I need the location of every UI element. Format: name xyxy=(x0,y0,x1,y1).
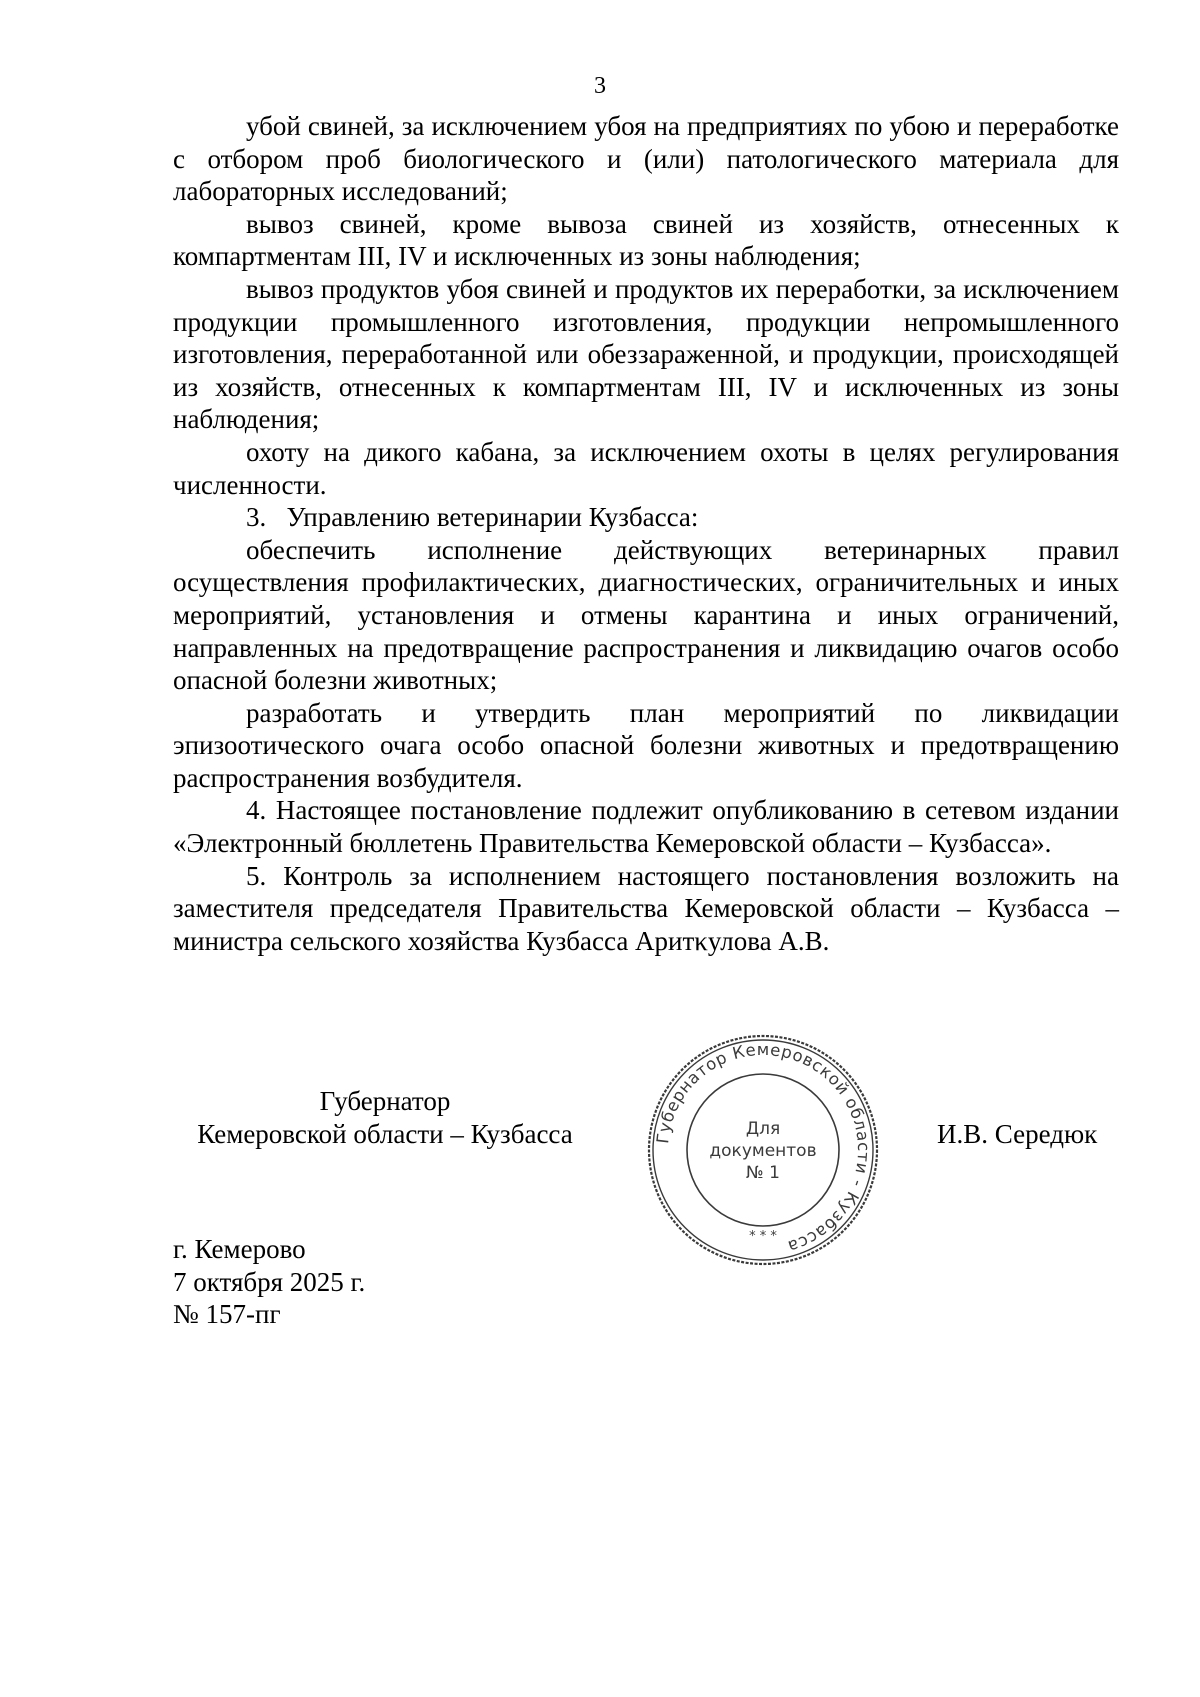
seal-center-line-3: № 1 xyxy=(746,1163,780,1183)
paragraph-item-3-heading: 3. Управлению ветеринарии Кузбасса: xyxy=(246,502,699,533)
seal-ring-text: Губернатор Кемеровской области - Кузбасса xyxy=(653,1039,874,1257)
paragraph-ensure-rules: обеспечить исполнение действующих ветеринарных правил осуществления профилактических, диагностических, ограничительных и иных мероприятий, установления и отмены карантина и иных ограничений, направленных на предотвращение распространения и ликвидацию очагов особо опасной болезни животных; xyxy=(173,534,1119,696)
paragraph-slaughter-ban: убой свиней, за исключением убоя на предприятиях по убою и переработке с отбором проб биологического и (или) патологического материала для лабораторных исследований; xyxy=(173,111,1119,207)
seal-center-line-1: Для xyxy=(745,1119,781,1139)
official-seal xyxy=(645,1032,881,1268)
paragraph-hunting-ban: охоту на дикого кабана, за исключением охоты в целях регулирования численности. xyxy=(173,436,1119,500)
seal-stars: * * * xyxy=(749,1229,777,1244)
paragraph-products-export-ban: вывоз продуктов убоя свиней и продуктов их переработки, за исключением продукции промышленного изготовления, продукции непромышленного изготовления, переработанной или обеззараженной, и продукции, происходящей из хозяйств, отнесенных к компартментам III, IV и исключенных из зоны наблюдения; xyxy=(173,273,1119,435)
signature-title xyxy=(170,1085,600,1150)
seal-center-line-2: документов xyxy=(709,1141,817,1161)
document-number: № 157-пг xyxy=(173,1299,281,1330)
document-meta xyxy=(173,1233,365,1331)
paragraph-item-5-control: 5. Контроль за исполнением настоящего постановления возложить на заместителя председателя Правительства Кемеровской области – Кузбасса – министра сельского хозяйства Кузбасса Аритκулова А.В. xyxy=(173,860,1119,956)
document-body xyxy=(173,110,1119,957)
paragraph-item-4-publication: 4. Настоящее постановление подлежит опубликованию в сетевом издании «Электронный бюллетень Правительства Кемеровской области – Кузбасса». xyxy=(173,795,1119,859)
page-number: 3 xyxy=(594,73,606,99)
signature-position: Губернатор xyxy=(319,1086,451,1116)
signature-region: Кемеровской области – Кузбасса xyxy=(197,1118,573,1149)
signatory-name: И.В. Середюк xyxy=(937,1119,1098,1149)
document-date: 7 октября 2025 г. xyxy=(173,1266,366,1297)
document-city: г. Кемерово xyxy=(173,1234,306,1264)
paragraph-develop-plan: разработать и утвердить план мероприятий по ликвидации эпизоотического очага особо опасной болезни животных и предотвращению распространения возбудителя. xyxy=(173,697,1119,793)
paragraph-pig-export-ban: вывоз свиней, кроме вывоза свиней из хозяйств, отнесенных к компартментам III, IV и исключенных из зоны наблюдения; xyxy=(173,208,1119,272)
